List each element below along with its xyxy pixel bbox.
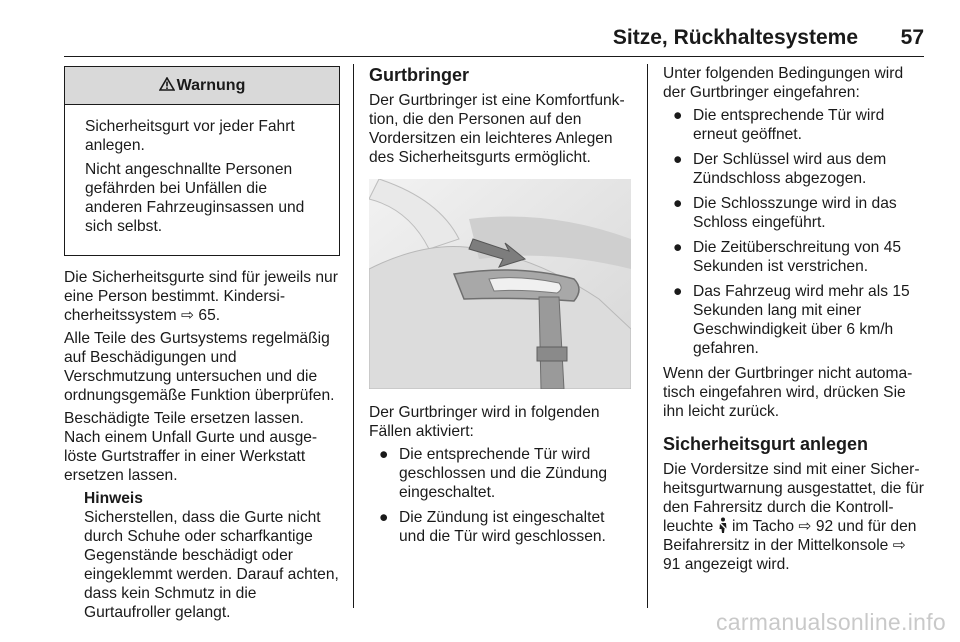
paragraph-activated-intro: Der Gurtbringer wird in folgenden Fällen aktiviert: [369,404,600,440]
paragraph-retract-intro: Unter folgenden Bedingungen wird der Gurtbringer eingefahren: [663,65,904,101]
column-2 [369,64,632,552]
warning-triangle-icon [159,67,175,104]
heading-gurtbringer: Gurtbringer [369,65,470,85]
page-number: 57 [900,26,924,49]
bullet-icon: ● [379,446,389,463]
paragraph-replace: Beschädigte Teile ersetzen lassen. Nach einem Unfall Gurte und ausgelöste Gurtstraffer in einer Werkstatt ersetzen lassen. [64,410,318,484]
bullet-icon: ● [379,509,389,526]
paragraph-inspect: Alle Teile des Gurtsystems regelmäßig auf Beschädigungen und Verschmutzung untersuchen und die ordnungsgemäße Funktion überprüfen. [64,330,335,404]
note-title: Hinweis [84,490,143,507]
list-item: ● Die entsprechende Tür wird erneut geöffnet. [673,107,885,143]
list-item: ● Die Zündung ist eingeschaltet und die Tür wird geschlossen. [379,509,606,545]
warning-text-1: Sicherheitsgurt vor jeder Fahrt anlegen. [85,118,295,154]
list-item: ● Die Zeitüberschreitung von 45 Sekunden ist verstrichen. [673,239,902,275]
bullet-icon: ● [673,239,683,256]
warning-header [65,67,339,105]
page-ref-icon: ⇨ [892,537,906,554]
warning-box [64,66,340,256]
list-item: ● Die Schlosszunge wird in das Schloss eingeführt. [673,195,897,231]
retract-list [663,106,925,358]
column-divider-2 [647,64,648,608]
warning-body [65,105,339,255]
list-item: ● Das Fahrzeug wird mehr als 15 Sekunden lang mit einer Geschwindigkeit über 6 km/h gefahren. [673,283,910,357]
page-ref-icon: ⇨ [798,518,812,535]
list-item: ● Der Schlüssel wird aus dem Zündschloss abgezogen. [673,151,887,187]
activation-list [369,445,632,546]
page-header [64,26,924,52]
bullet-icon: ● [673,195,683,212]
warning-label: Warnung [176,77,246,94]
list-item: ● Die entsprechende Tür wird geschlossen und die Zündung eingeschaltet. [379,446,608,501]
column-divider-1 [353,64,354,608]
page-ref: 65. [198,307,221,324]
watermark: carmanualsonline.info [715,609,946,635]
seatbelt-warning-icon [718,518,728,535]
warning-text-2: Nicht angeschnallte Personen gefährden bei Unfällen die anderen Fahrzeuginsassen und sich selbst. [85,161,305,235]
bullet-icon: ● [673,283,683,300]
paragraph-belts-one-person: Die Sicherheitsgurte sind für jeweils nur eine Person bestimmt. Kindersicherheitssystem ⇨ 65. [64,269,338,324]
column-3 [663,64,925,578]
note-box [64,489,340,622]
bullet-icon: ● [673,151,683,168]
paragraph-gurtbringer-intro: Der Gurtbringer ist eine Komfortfunktion, die den Personen auf den Vordersitzen ein leichteres Anlegen des Sicherheitsgurts ermöglicht. [369,92,625,166]
header-rule [64,56,924,57]
note-text: Sicherstellen, dass die Gurte nicht durch Schuhe oder scharfkantige Gegenstände beschädigt oder eingeklemmt werden. Darauf achten, dass kein Schmutz in die Gurtaufroller gelangt. [84,509,339,621]
column-1 [64,64,340,622]
heading-seatbelt-fasten: Sicherheitsgurt anlegen [663,434,869,454]
page-ref: 92 [815,518,834,535]
page-ref: 91 [663,556,681,573]
page-ref-icon: ⇨ [181,307,195,324]
paragraph-manual-retract: Wenn der Gurtbringer nicht automatisch eingefahren wird, drücken Sie ihn leicht zurück. [663,365,913,420]
bullet-icon: ● [673,107,683,124]
seatbelt-presenter-illustration [369,179,631,389]
section-title: Sitze, Rückhaltesysteme [612,26,858,49]
paragraph-belt-warning: Die Vordersitze sind mit einer Sicherheitsgurtwarnung ausgestattet, die für den Fahrersitz durch die Kontrollleuchte im Tacho ⇨ 92 und für den Beifahrersitz in der Mittelkonsole ⇨ 91 angezeigt wird. [663,461,924,573]
